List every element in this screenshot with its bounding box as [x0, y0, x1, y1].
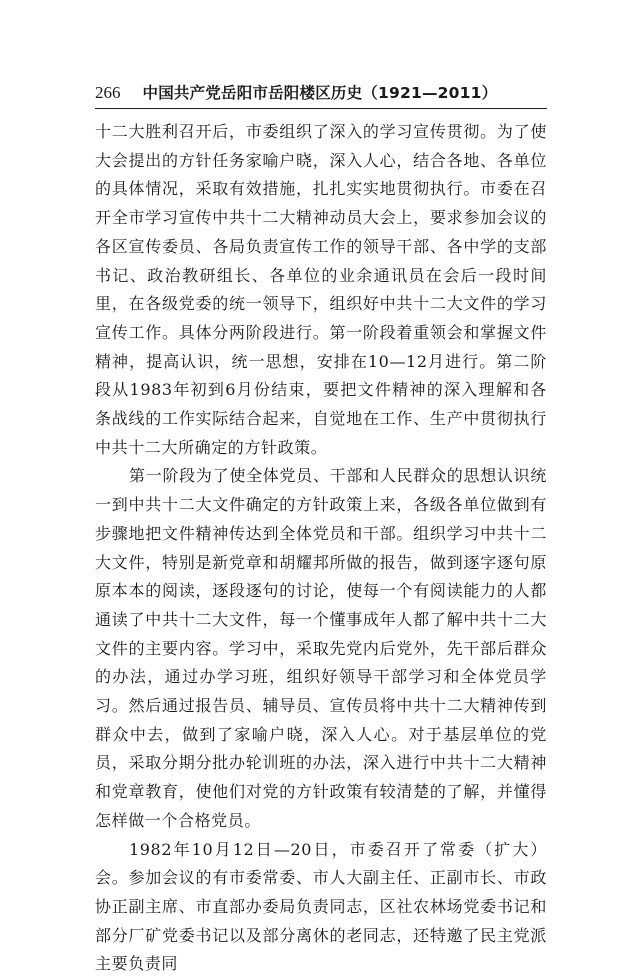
running-title: 中国共产党岳阳市岳阳楼区历史（1921—2011） — [142, 84, 498, 102]
paragraph-1: 十二大胜利召开后，市委组织了深入的学习宣传贯彻。为了使大会提出的方针任务家喻户晓，深入人心，结合各地、各单位的具体情况，采取有效措施，扎扎实实地贯彻执行。市委在召开全市学习宣传中共十二大精神动员大会上，要求参加会议的各区宣传委员、各局负责宣传工作的领导干部、各中学的支部书记、政治教研组长、各单位的业余通讯员在会后一段时间里，在各级党委的统一领导下，组织好中共十二大文件的学习宣传工作。具体分两阶段进行。第一阶段着重领会和掌握文件精神，提高认识，统一思想，安排在10—12月进行。第二阶段从1983年初到6月份结束，要把文件精神的深入理解和各条战线的工作实际结合起来，自觉地在工作、生产中贯彻执行中共十二大所确定的方针政策。 — [95, 122, 547, 457]
body-text — [95, 118, 547, 979]
page-number: 266 — [95, 83, 121, 102]
running-header — [95, 79, 547, 109]
paragraph-3: 1982年10月12日—20日，市委召开了常委（扩大）会。参加会议的有市委常委、市人大副主任、正副市长、市政协正副主席、市直部办委局负责同志，区社农林场党委书记和部分厂矿党委书记以及部分离休的老同志，还特邀了民主党派主要负责同 — [95, 839, 547, 974]
paragraph-2: 第一阶段为了使全体党员、干部和人民群众的思想认识统一到中共十二大文件确定的方针政策上来，各级各单位做到有步骤地把文件精神传达到全体党员和干部。组织学习中共十二大文件，特别是新党章和胡耀邦所做的报告，做到逐字逐句原原本本的阅读，逐段逐句的讨论，使每一个有阅读能力的人都通读了中共十二大文件，每一个懂事成年人都了解中共十二大文件的主要内容。学习中，采取先党内后党外，先干部后群众的办法，通过办学习班，组织好领导干部学习和全体党员学习。然后通过报告员、辅导员、宣传员将中共十二大精神传到群众中去，做到了家喻户晓，深入人心。对于基层单位的党员，采取分期分批办轮训班的办法，深入进行中共十二大精神和党章教育，使他们对党的方针政策有较清楚的了解，并懂得怎样做一个合格党员。 — [95, 466, 547, 830]
